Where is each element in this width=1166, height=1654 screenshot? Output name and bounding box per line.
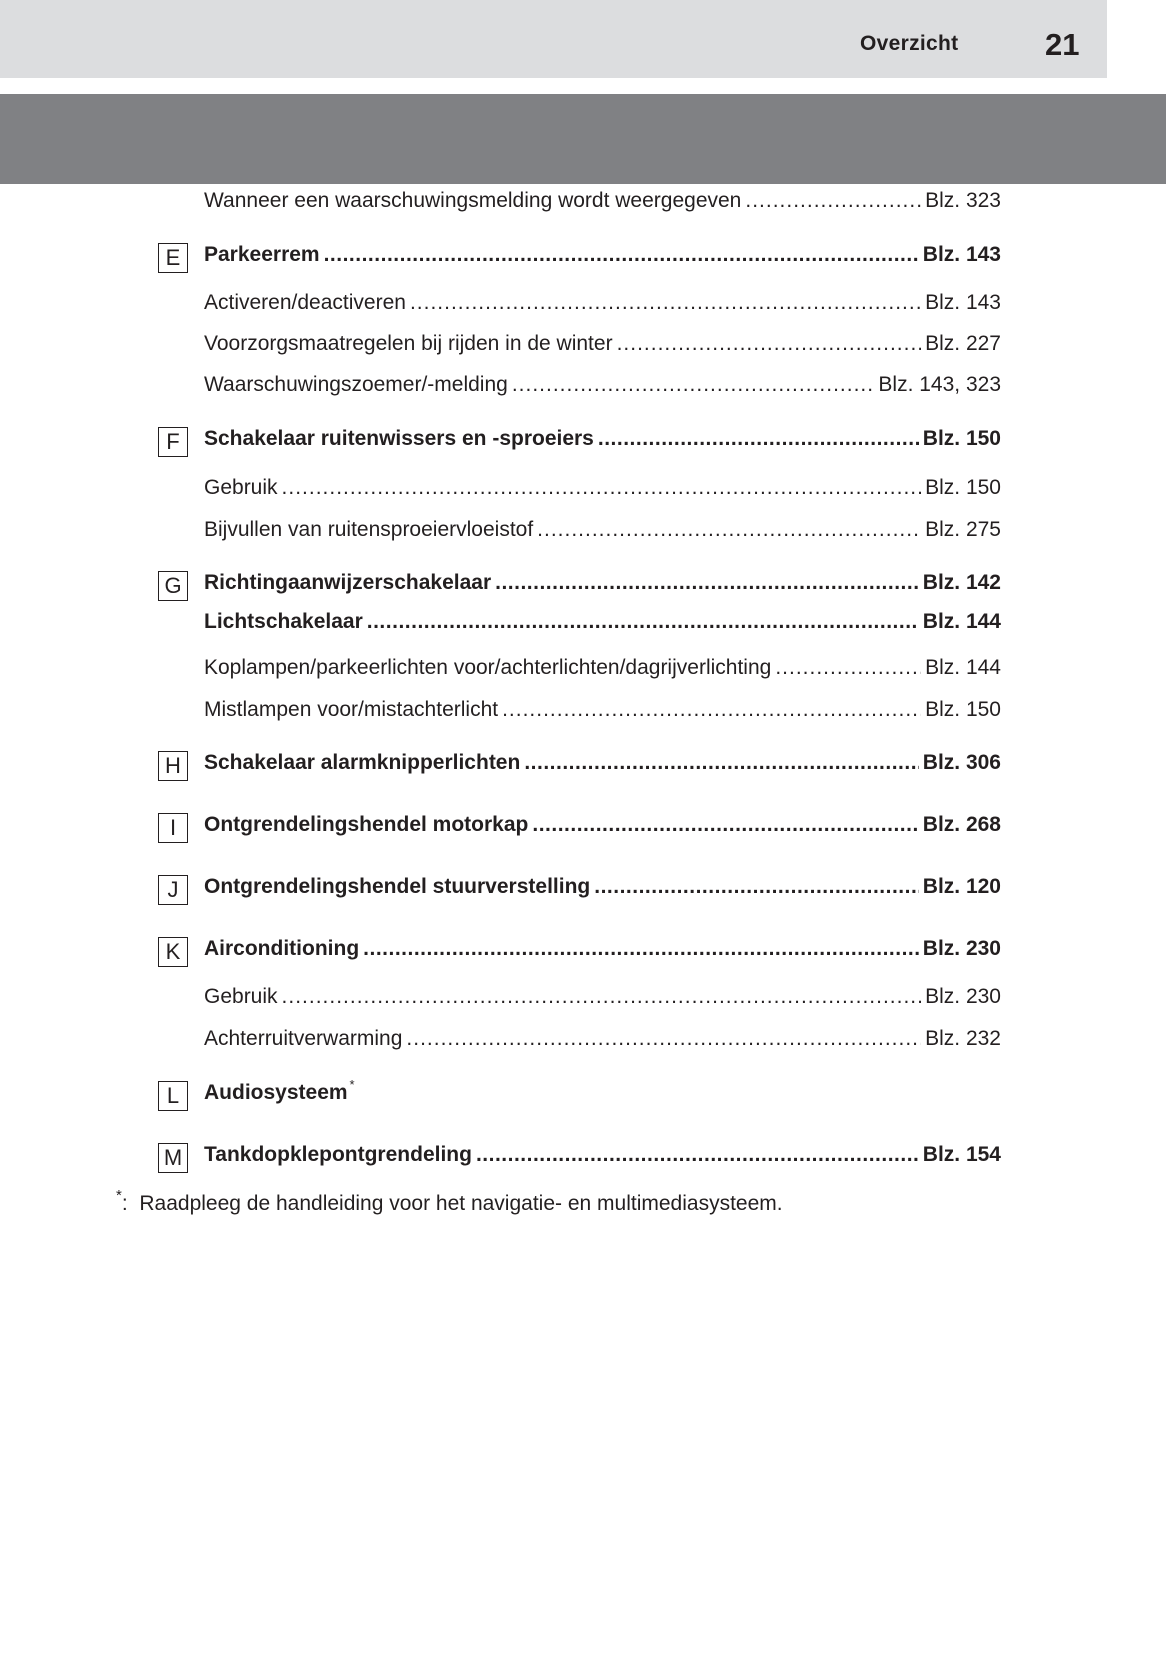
callout-letter-h: H (158, 751, 188, 781)
index-heading (204, 1077, 1001, 1111)
footnote (116, 1187, 783, 1216)
index-heading (204, 937, 1001, 967)
dot-leader (410, 291, 921, 315)
page-reference: Blz. 275 (925, 518, 1001, 541)
entry-label: Ontgrendelingshendel motorkap (204, 813, 529, 836)
index-entry (204, 332, 1001, 362)
index-entry (204, 373, 1001, 403)
dot-leader (406, 1027, 921, 1051)
page-reference: Blz. 230 (922, 937, 1001, 960)
footnote-separator: : (121, 1192, 128, 1215)
page-reference: Blz. 143 (922, 243, 1001, 266)
footnote-marker: * (116, 1187, 122, 1204)
section-color-bar (0, 94, 1166, 184)
callout-letter-g: G (158, 571, 188, 601)
page-reference: Blz. 150 (925, 698, 1001, 721)
dot-leader (363, 937, 919, 961)
entry-label: Mistlampen voor/mistachterlicht (204, 698, 499, 721)
dot-leader (512, 373, 875, 397)
index-heading (204, 571, 1001, 601)
callout-letter-l: L (158, 1081, 188, 1111)
index-entry (204, 1027, 1001, 1057)
dot-leader (524, 751, 918, 775)
index-entry (204, 476, 1001, 506)
entry-label: Voorzorgsmaatregelen bij rijden in de winter (204, 332, 613, 355)
entry-label: Audiosysteem (204, 1081, 348, 1104)
dot-leader (594, 875, 919, 899)
dot-leader (598, 427, 919, 451)
callout-letter-f: F (158, 427, 188, 457)
index-heading (204, 813, 1001, 843)
page-reference: Blz. 154 (922, 1143, 1001, 1166)
dot-leader (324, 243, 919, 267)
dot-leader (476, 1143, 919, 1167)
entry-label: Tankdopklepontgrendeling (204, 1143, 472, 1166)
dot-leader (367, 610, 919, 634)
footnote-text: Raadpleeg de handleiding voor het navigatie- en multimediasysteem. (139, 1192, 783, 1215)
page-reference: Blz. 150 (925, 476, 1001, 499)
dot-leader (775, 656, 921, 680)
page-reference: Blz. 142 (922, 571, 1001, 594)
index-entry (204, 518, 1001, 548)
dot-leader (745, 189, 921, 213)
entry-label: Wanneer een waarschuwingsmelding wordt weergegeven (204, 189, 742, 212)
entry-label: Airconditioning (204, 937, 360, 960)
entry-label: Schakelaar alarmknipperlichten (204, 751, 521, 774)
entry-label: Gebruik (204, 985, 278, 1008)
header-divider (0, 78, 1107, 80)
dot-leader (502, 698, 921, 722)
callout-letter-i: I (158, 813, 188, 843)
index-heading (204, 1143, 1001, 1173)
index-heading (204, 751, 1001, 781)
callout-letter-j: J (158, 875, 188, 905)
dot-leader (617, 332, 922, 356)
entry-label: Parkeerrem (204, 243, 320, 266)
entry-label: Schakelaar ruitenwissers en -sproeiers (204, 427, 594, 450)
index-heading (204, 610, 1001, 640)
index-entry (204, 291, 1001, 321)
page-reference: Blz. 232 (925, 1027, 1001, 1050)
entry-label: Achterruitverwarming (204, 1027, 403, 1050)
page-reference: Blz. 150 (922, 427, 1001, 450)
page-reference: Blz. 143 (925, 291, 1001, 314)
footnote-marker: * (349, 1077, 355, 1092)
index-heading (204, 427, 1001, 457)
page-number: 21 (1045, 27, 1080, 62)
index-heading (204, 875, 1001, 905)
entry-label: Richtingaanwijzerschakelaar (204, 571, 492, 594)
callout-letter-m: M (158, 1143, 188, 1173)
index-entry (204, 985, 1001, 1015)
page-reference: Blz. 227 (925, 332, 1001, 355)
page-reference: Blz. 144 (922, 610, 1001, 633)
index-entry (204, 656, 1001, 686)
callout-letter-k: K (158, 937, 188, 967)
page-reference: Blz. 323 (925, 189, 1001, 212)
page-reference: Blz. 230 (925, 985, 1001, 1008)
index-entry (204, 189, 1001, 219)
dot-leader (495, 571, 919, 595)
callout-letter-e: E (158, 243, 188, 273)
dot-leader (532, 813, 918, 837)
entry-label: Ontgrendelingshendel stuurverstelling (204, 875, 591, 898)
index-entry (204, 698, 1001, 728)
page-reference: Blz. 144 (925, 656, 1001, 679)
dot-leader (537, 518, 921, 542)
page-reference: Blz. 268 (922, 813, 1001, 836)
page-reference: Blz. 120 (922, 875, 1001, 898)
section-title: Overzicht (860, 32, 959, 55)
dot-leader (282, 985, 922, 1009)
entry-label: Waarschuwingszoemer/-melding (204, 373, 508, 396)
dot-leader (282, 476, 922, 500)
page-reference: Blz. 306 (922, 751, 1001, 774)
index-heading (204, 243, 1001, 273)
entry-label: Gebruik (204, 476, 278, 499)
entry-label: Lichtschakelaar (204, 610, 363, 633)
page-reference: Blz. 143, 323 (878, 373, 1001, 396)
entry-label: Bijvullen van ruitensproeiervloeistof (204, 518, 534, 541)
entry-label: Koplampen/parkeerlichten voor/achterlichten/dagrijverlichting (204, 656, 772, 679)
entry-label: Activeren/deactiveren (204, 291, 406, 314)
